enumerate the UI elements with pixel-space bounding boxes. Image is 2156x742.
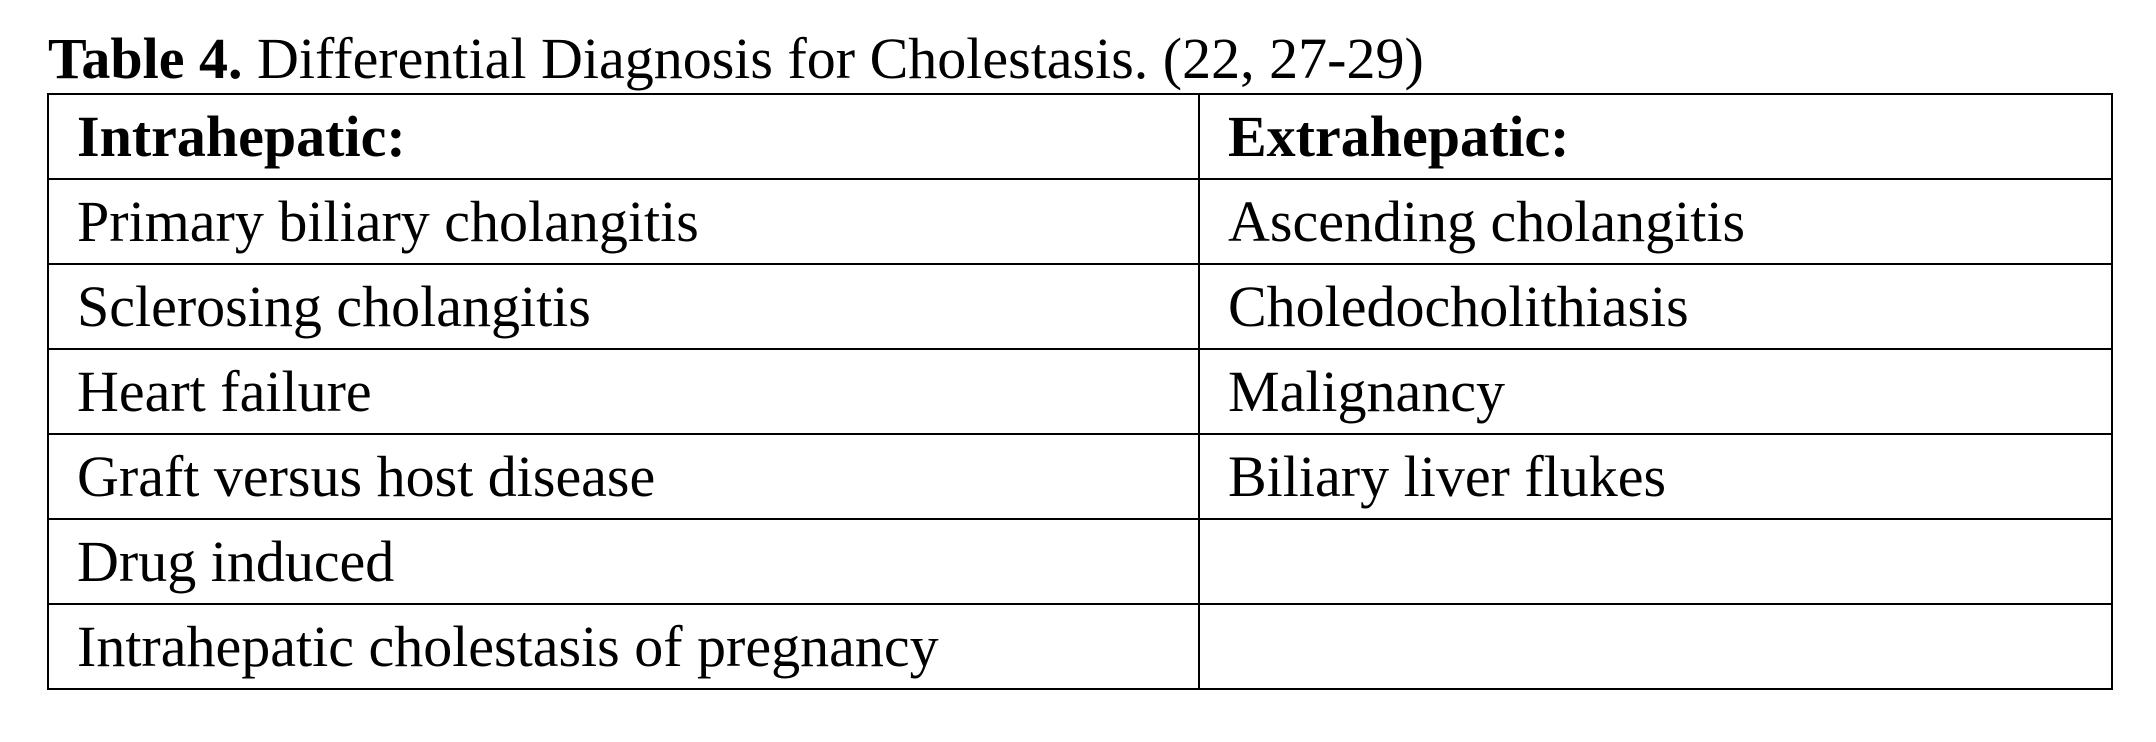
table-cell: Primary biliary cholangitis [48, 179, 1199, 264]
table-row [48, 604, 2112, 689]
table-row [48, 179, 2112, 264]
table-cell [1199, 519, 2112, 604]
table-cell: Biliary liver flukes [1199, 434, 2112, 519]
table-row [48, 434, 2112, 519]
table-cell: Malignancy [1199, 349, 2112, 434]
table-number: Table 4. [48, 26, 243, 91]
table-cell: Choledocholithiasis [1199, 264, 2112, 349]
table-header-row [48, 94, 2112, 179]
table-row [48, 264, 2112, 349]
table-cell: Intrahepatic cholestasis of pregnancy [48, 604, 1199, 689]
table-row [48, 349, 2112, 434]
table-title: Differential Diagnosis for Cholestasis. (22, 27-29) [242, 26, 1424, 91]
table-cell [1199, 604, 2112, 689]
table-cell: Sclerosing cholangitis [48, 264, 1199, 349]
table-caption [48, 14, 1424, 104]
table-cell: Ascending cholangitis [1199, 179, 2112, 264]
table-cell: Heart failure [48, 349, 1199, 434]
table-row [48, 519, 2112, 604]
table-cell: Graft versus host disease [48, 434, 1199, 519]
header-intrahepatic: Intrahepatic: [48, 94, 1199, 179]
differential-diagnosis-table [47, 93, 2113, 690]
header-extrahepatic: Extrahepatic: [1199, 94, 2112, 179]
table-cell: Drug induced [48, 519, 1199, 604]
